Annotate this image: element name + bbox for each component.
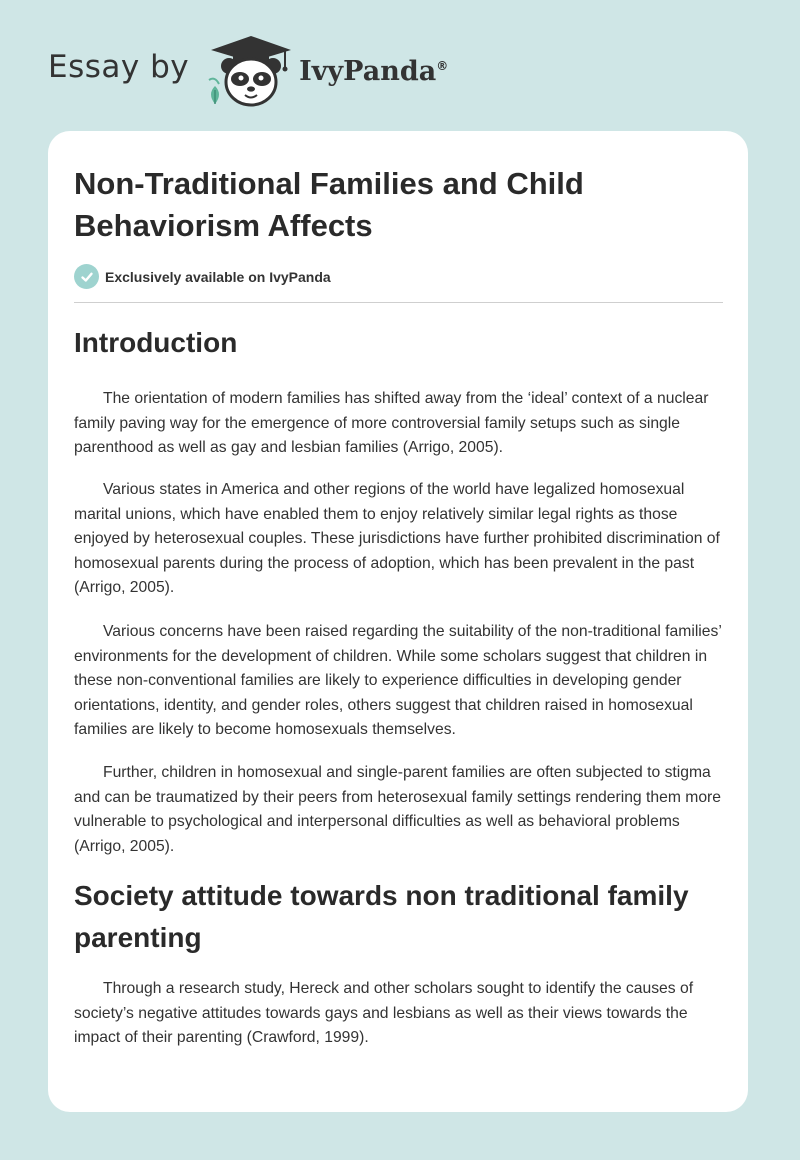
paragraph: Various concerns have been raised regarding the suitability of the non-traditional families’ environments for the development of children. While some scholars suggest that children in these non-conventional families are likely to experience difficulties in developing gender orientations, identity, and gender roles, others suggest that children raised in homosexual families are likely to become homosexuals themselves. <box>74 623 722 738</box>
divider <box>74 302 723 303</box>
paragraph: Through a research study, Hereck and other scholars sought to identify the causes of society’s negative attitudes towards gays and lesbians as well as their views towards the impact of their parenting (Crawford, 1999). <box>74 980 694 1046</box>
check-circle-icon <box>74 264 99 289</box>
paragraph: Further, children in homosexual and single-parent families are often subjected to stigma and can be traumatized by their peers from heterosexual family settings rendering them more vulnerable to psychological and interpersonal difficulties as well as behavioral problems (Arrigo, 2005). <box>74 764 721 855</box>
exclusive-badge <box>74 264 331 289</box>
page-title: Non-Traditional Families and Child Behaviorism Affects <box>74 166 584 243</box>
paragraph: The orientation of modern families has shifted away from the ‘ideal’ context of a nuclear family paving way for the emergence of more controversial family setups such as single parenthood as well as gay and lesbian families (Arrigo, 2005). <box>74 390 709 456</box>
section-heading-introduction: Introduction <box>74 327 238 358</box>
essay-card <box>48 131 748 1112</box>
paragraph: Various states in America and other regions of the world have legalized homosexual marital unions, which have enabled them to enjoy relatively similar legal rights as those enjoyed by heterosexual couples. These jurisdictions have further prohibited discrimination of homosexual parents during the process of adoption, which has been prevalent in the past (Arrigo, 2005). <box>74 481 720 596</box>
badge-text: Exclusively available on IvyPanda <box>105 268 331 285</box>
section-heading-society-attitude: Society attitude towards non traditional family parenting <box>74 880 689 953</box>
brand-header <box>48 30 448 110</box>
panda-graduate-icon <box>205 30 297 110</box>
brand-prefix: Essay by <box>48 49 190 85</box>
brand-name: IvyPanda® <box>299 55 449 87</box>
